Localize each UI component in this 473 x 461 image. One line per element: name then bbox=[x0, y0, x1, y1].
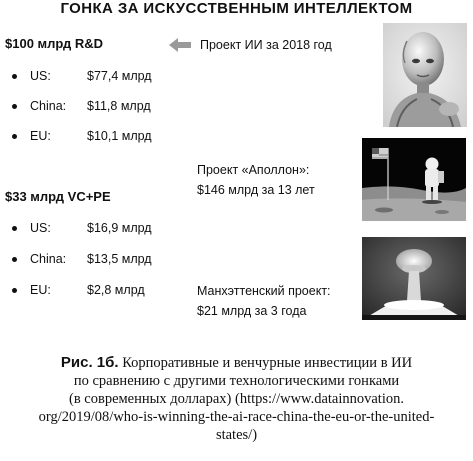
apollo-note-line1: Проект «Аполлон»: bbox=[197, 163, 310, 177]
rd-label-us: US: bbox=[30, 69, 51, 83]
robot-photo bbox=[383, 23, 467, 127]
vc-value-us: $16,9 млрд bbox=[87, 221, 152, 235]
moon-landing-photo bbox=[362, 138, 466, 221]
vc-label-us: US: bbox=[30, 221, 51, 235]
vc-row-us bbox=[12, 221, 152, 235]
vc-row-eu bbox=[12, 283, 145, 297]
bullet-icon bbox=[12, 104, 17, 109]
figure-caption bbox=[0, 354, 473, 444]
rd-label-china: China: bbox=[30, 99, 67, 113]
vc-heading: $33 млрд VC+PE bbox=[5, 189, 111, 204]
bullet-icon bbox=[12, 288, 17, 293]
bullet-icon bbox=[12, 226, 17, 231]
caption-line2: по сравнению с другими технологическими гонками bbox=[73, 373, 400, 389]
nuclear-explosion-photo bbox=[362, 237, 466, 320]
vc-value-eu: $2,8 млрд bbox=[87, 283, 145, 297]
ai-project-note: Проект ИИ за 2018 год bbox=[200, 38, 332, 52]
apollo-note-line2: $146 млрд за 13 лет bbox=[197, 183, 315, 197]
caption-line4: org/2019/08/who-is-winning-the-ai-race-china-the-eu-or-the-united- bbox=[38, 409, 435, 425]
rd-value-eu: $10,1 млрд bbox=[87, 129, 152, 143]
caption-line3: (в современных долларах) (https://www.datainnovation. bbox=[68, 391, 404, 407]
manhattan-note-line2: $21 млрд за 3 года bbox=[197, 304, 307, 318]
vc-label-china: China: bbox=[30, 252, 67, 266]
rd-heading: $100 млрд R&D bbox=[5, 36, 104, 51]
caption-line5: states/) bbox=[215, 427, 258, 443]
bullet-icon bbox=[12, 74, 17, 79]
rd-row-china bbox=[12, 99, 151, 113]
left-arrow-icon bbox=[169, 38, 191, 52]
bullet-icon bbox=[12, 134, 17, 139]
rd-row-eu bbox=[12, 129, 152, 143]
page-title: ГОНКА ЗА ИСКУССТВЕННЫМ ИНТЕЛЛЕКТОМ bbox=[60, 0, 413, 17]
rd-label-eu: EU: bbox=[30, 129, 51, 143]
caption-line1: Корпоративные и венчурные инвестиции в ИИ bbox=[118, 355, 413, 371]
rd-row-us bbox=[12, 69, 152, 83]
rd-value-china: $11,8 млрд bbox=[87, 99, 151, 113]
vc-label-eu: EU: bbox=[30, 283, 51, 297]
vc-value-china: $13,5 млрд bbox=[87, 252, 152, 266]
rd-value-us: $77,4 млрд bbox=[87, 69, 152, 83]
manhattan-note-line1: Манхэттенский проект: bbox=[197, 284, 331, 298]
bullet-icon bbox=[12, 257, 17, 262]
vc-row-china bbox=[12, 252, 152, 266]
caption-lead: Рис. 1б. bbox=[60, 354, 119, 371]
